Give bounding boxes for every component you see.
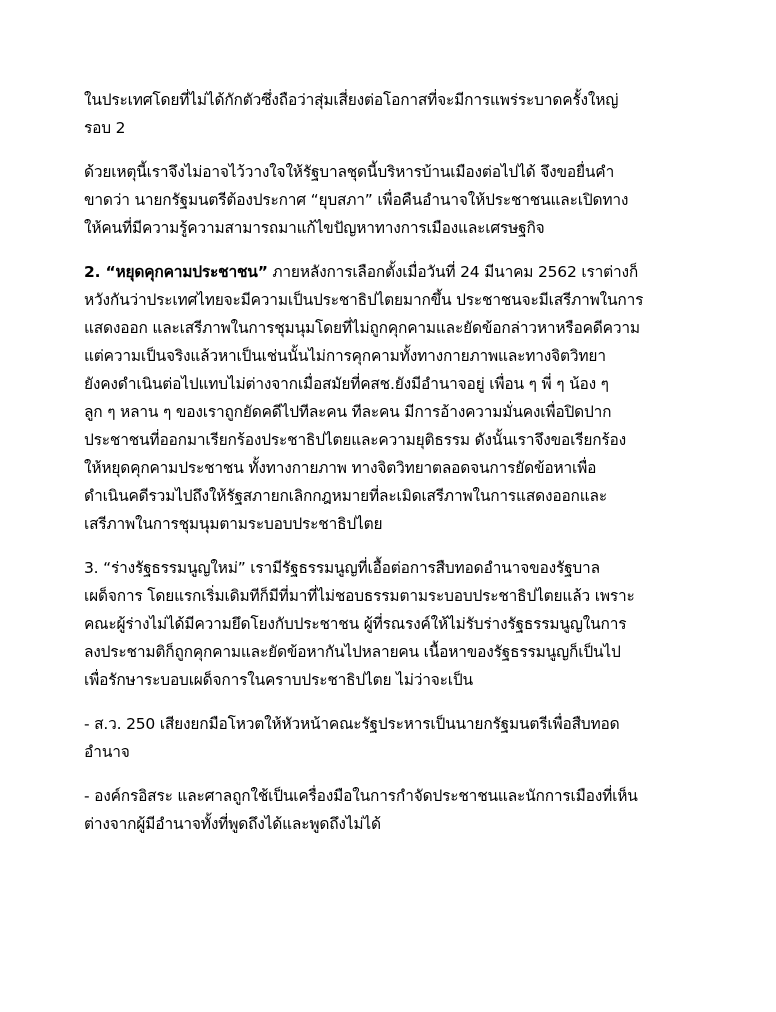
- text-line: เผด็จการ โดยแรกเริ่มเดิมทีก็มีที่มาที่ไม่ชอบธรรมตามระบอบประชาธิปไตยแล้ว เพราะ: [84, 587, 635, 605]
- paragraph-new-constitution: [84, 554, 694, 694]
- demand-heading: 2. “หยุดคุกคามประชาชน”: [84, 263, 268, 281]
- paragraph-stop-harassment: [84, 258, 694, 538]
- text-line: รอบ 2: [84, 119, 126, 137]
- text-line: อำนาจ: [84, 743, 130, 761]
- text-line: ดำเนินคดีรวมไปถึงให้รัฐสภายกเลิกกฎหมายที่ละเมิดเสรีภาพในการแสดงออกและ: [84, 487, 607, 505]
- text-line: ให้คนที่มีความรู้ความสามารถมาแก้ไขปัญหาทางการเมืองและเศรษฐกิจ: [84, 219, 545, 237]
- text-line: - องค์กรอิสระ และศาลถูกใช้เป็นเครื่องมือในการกำจัดประชาชนและนักการเมืองที่เห็น: [84, 787, 638, 805]
- text-line: เพื่อรักษาระบอบเผด็จการในคราบประชาธิปไตย ไม่ว่าจะเป็น: [84, 671, 473, 689]
- text-line: แสดงออก และเสรีภาพในการชุมนุมโดยที่ไม่ถูกคุกคามและยัดข้อกล่าวหาหรือคดีความ: [84, 319, 640, 337]
- text-line: ต่างจากผู้มีอำนาจทั้งที่พูดถึงได้และพูดถึงไม่ได้: [84, 815, 381, 833]
- text-line: ลงประชามติก็ถูกคุกคามและยัดข้อหากันไปหลายคน เนื้อหาของรัฐธรรมนูญก็เป็นไป: [84, 643, 621, 661]
- text-line: คณะผู้ร่างไม่ได้มีความยึดโยงกับประชาชน ผู้ที่รณรงค์ให้ไม่รับร่างรัฐธรรมนูญในการ: [84, 615, 627, 633]
- paragraph-dissolve-parliament: [84, 158, 694, 242]
- paragraph-round-2: [84, 86, 694, 142]
- text-line: ขาดว่า นายกรัฐมนตรีต้องประกาศ “ยุบสภา” เพื่อคืนอำนาจให้ประชาชนและเปิดทาง: [84, 191, 629, 209]
- text-line: ด้วยเหตุนี้เราจึงไม่อาจไว้วางใจให้รัฐบาลชุดนี้บริหารบ้านเมืองต่อไปได้ จึงขอยื่นคำ: [84, 163, 615, 181]
- text-line: ยังคงดำเนินต่อไปแทบไม่ต่างจากเมื่อสมัยที่คสช.ยังมีอำนาจอยู่ เพื่อน ๆ พี่ ๆ น้อง ๆ: [84, 375, 609, 393]
- text-line: ให้หยุดคุกคามประชาชน ทั้งทางกายภาพ ทางจิตวิทยาตลอดจนการยัดข้อหาเพื่อ: [84, 459, 597, 477]
- text-segment: ภายหลังการเลือกตั้งเมื่อวันที่ 24 มีนาคม 2562 เราต่างก็: [267, 263, 639, 281]
- text-line: ลูก ๆ หลาน ๆ ของเราถูกยัดคดีไปทีละคน ทีละคน มีการอ้างความมั่นคงเพื่อปิดปาก: [84, 403, 612, 421]
- text-line: [84, 258, 694, 286]
- text-line: ในประเทศโดยที่ไม่ได้กักตัวซึ่งถือว่าสุ่มเสี่ยงต่อโอกาสที่จะมีการแพร่ระบาดครั้งใหญ่: [84, 91, 619, 109]
- text-line: เสรีภาพในการชุมนุมตามระบอบประชาธิปไตย: [84, 515, 383, 533]
- text-line: ประชาชนที่ออกมาเรียกร้องประชาธิปไตยและความยุติธรรม ดังนั้นเราจึงขอเรียกร้อง: [84, 431, 627, 449]
- bullet-independent-organizations: [84, 782, 694, 838]
- text-line: แต่ความเป็นจริงแล้วหาเป็นเช่นนั้นไม่การคุกคามทั้งทางกายภาพและทางจิตวิทยา: [84, 347, 606, 365]
- text-line: หวังกันว่าประเทศไทยจะมีความเป็นประชาธิปไตยมากขึ้น ประชาชนจะมีเสรีภาพในการ: [84, 291, 644, 309]
- document-body: [84, 86, 694, 854]
- text-line: - ส.ว. 250 เสียงยกมือโหวตให้หัวหน้าคณะรัฐประหารเป็นนายกรัฐมนตรีเพื่อสืบทอด: [84, 715, 620, 733]
- bullet-senate-vote: [84, 710, 694, 766]
- text-line: 3. “ร่างรัฐธรรมนูญใหม่” เรามีรัฐธรรมนูญที่เอื้อต่อการสืบทอดอำนาจของรัฐบาล: [84, 559, 600, 577]
